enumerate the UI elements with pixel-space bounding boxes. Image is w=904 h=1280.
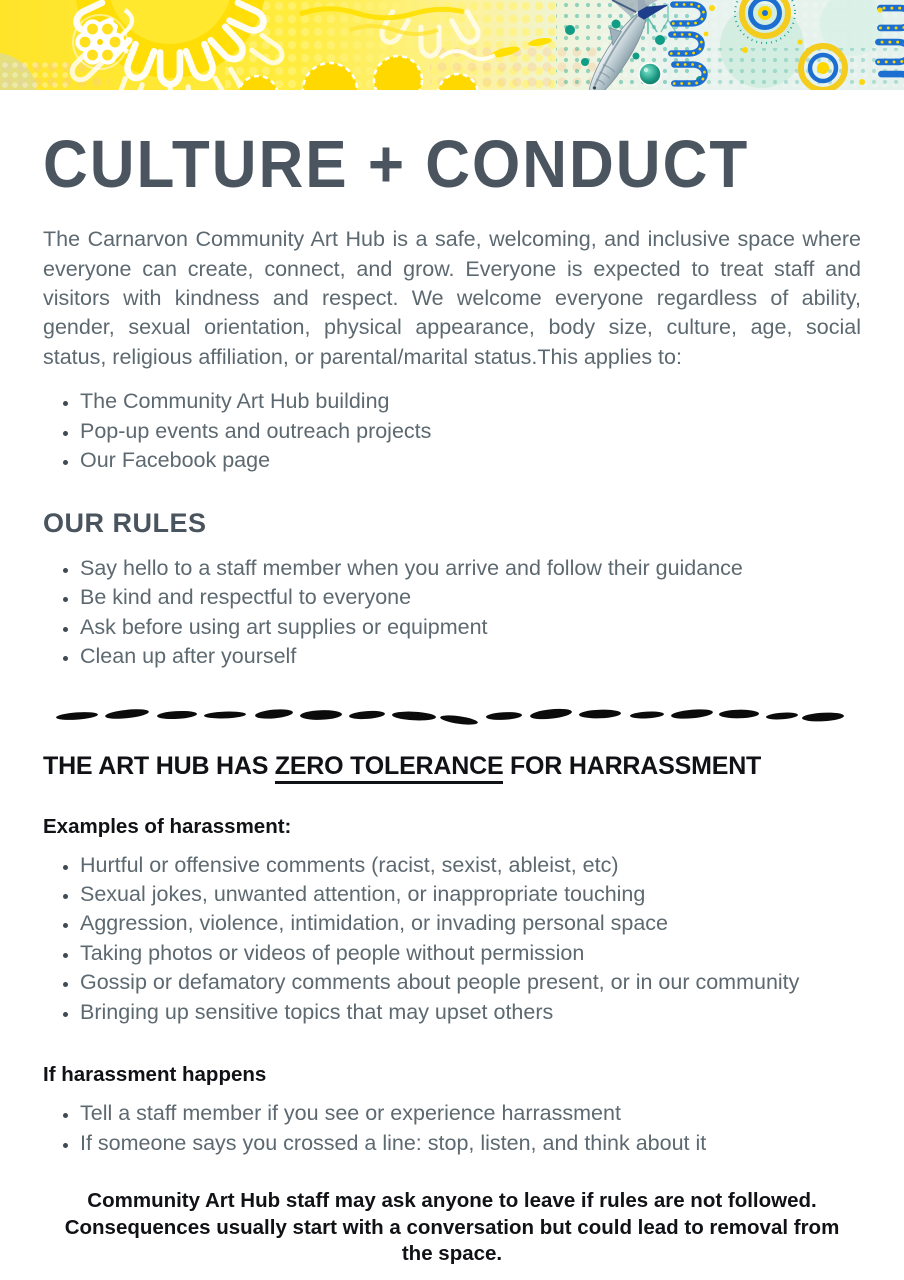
applies-to-list xyxy=(43,387,861,475)
document-body xyxy=(0,127,904,1268)
list-item: • Gossip or defamatory comments about people present, or in our community xyxy=(80,968,861,997)
list-item: • Aggression, violence, intimidation, or invading personal space xyxy=(80,909,861,938)
examples-list xyxy=(43,851,861,1028)
list-item: • Hurtful or offensive comments (racist, sexist, ableist, etc) xyxy=(80,851,861,880)
zero-tolerance-heading xyxy=(43,752,861,781)
rules-list xyxy=(43,554,861,672)
list-item: • Sexual jokes, unwanted attention, or inappropriate touching xyxy=(80,880,861,909)
list-item: • Be kind and respectful to everyone xyxy=(80,583,861,612)
consequences-note: Community Art Hub staff may ask anyone to leave if rules are not followed. Consequences usually start with a conversation but could lead to removal from the space. xyxy=(64,1189,840,1266)
if-harassment-heading: If harassment happens xyxy=(43,1063,267,1087)
list-item: • Clean up after yourself xyxy=(80,642,861,671)
list-item: • Bringing up sensitive topics that may upset others xyxy=(80,998,861,1027)
page-title: CULTURE + CONDUCT xyxy=(43,127,750,203)
list-item: • The Community Art Hub building xyxy=(80,387,861,416)
list-item: • Pop-up events and outreach projects xyxy=(80,417,861,446)
list-item: • If someone says you crossed a line: stop, listen, and think about it xyxy=(80,1129,861,1158)
aboriginal-art-banner xyxy=(0,0,904,90)
if-harassment-list xyxy=(43,1099,861,1158)
examples-heading: Examples of harassment: xyxy=(43,814,292,838)
flower-motif xyxy=(73,15,127,69)
list-item: • Taking photos or videos of people without permission xyxy=(80,939,861,968)
list-item: • Ask before using art supplies or equipment xyxy=(80,613,861,642)
zero-tolerance-underlined: ZERO TOLERANCE xyxy=(275,752,504,784)
rules-heading: OUR RULES xyxy=(43,507,207,538)
list-item: • Say hello to a staff member when you arrive and follow their guidance xyxy=(80,554,861,583)
hand-drawn-divider xyxy=(55,706,855,726)
list-item: • Tell a staff member if you see or experience harrassment xyxy=(80,1099,861,1128)
zero-tolerance-prefix: THE ART HUB HAS xyxy=(43,751,269,780)
zero-tolerance-suffix: FOR HARRASSMENT xyxy=(509,751,762,780)
list-item: • Our Facebook page xyxy=(80,446,861,475)
intro-paragraph: The Carnarvon Community Art Hub is a safe, welcoming, and inclusive space where everyone can create, connect, and grow. Everyone is expected to treat staff and visitors with kindness and respect. We welcome everyone regardless of ability, gender, sexual orientation, physical appearance, body size, culture, age, social status, religious affiliation, or parental/marital status.This applies to: xyxy=(43,227,861,369)
